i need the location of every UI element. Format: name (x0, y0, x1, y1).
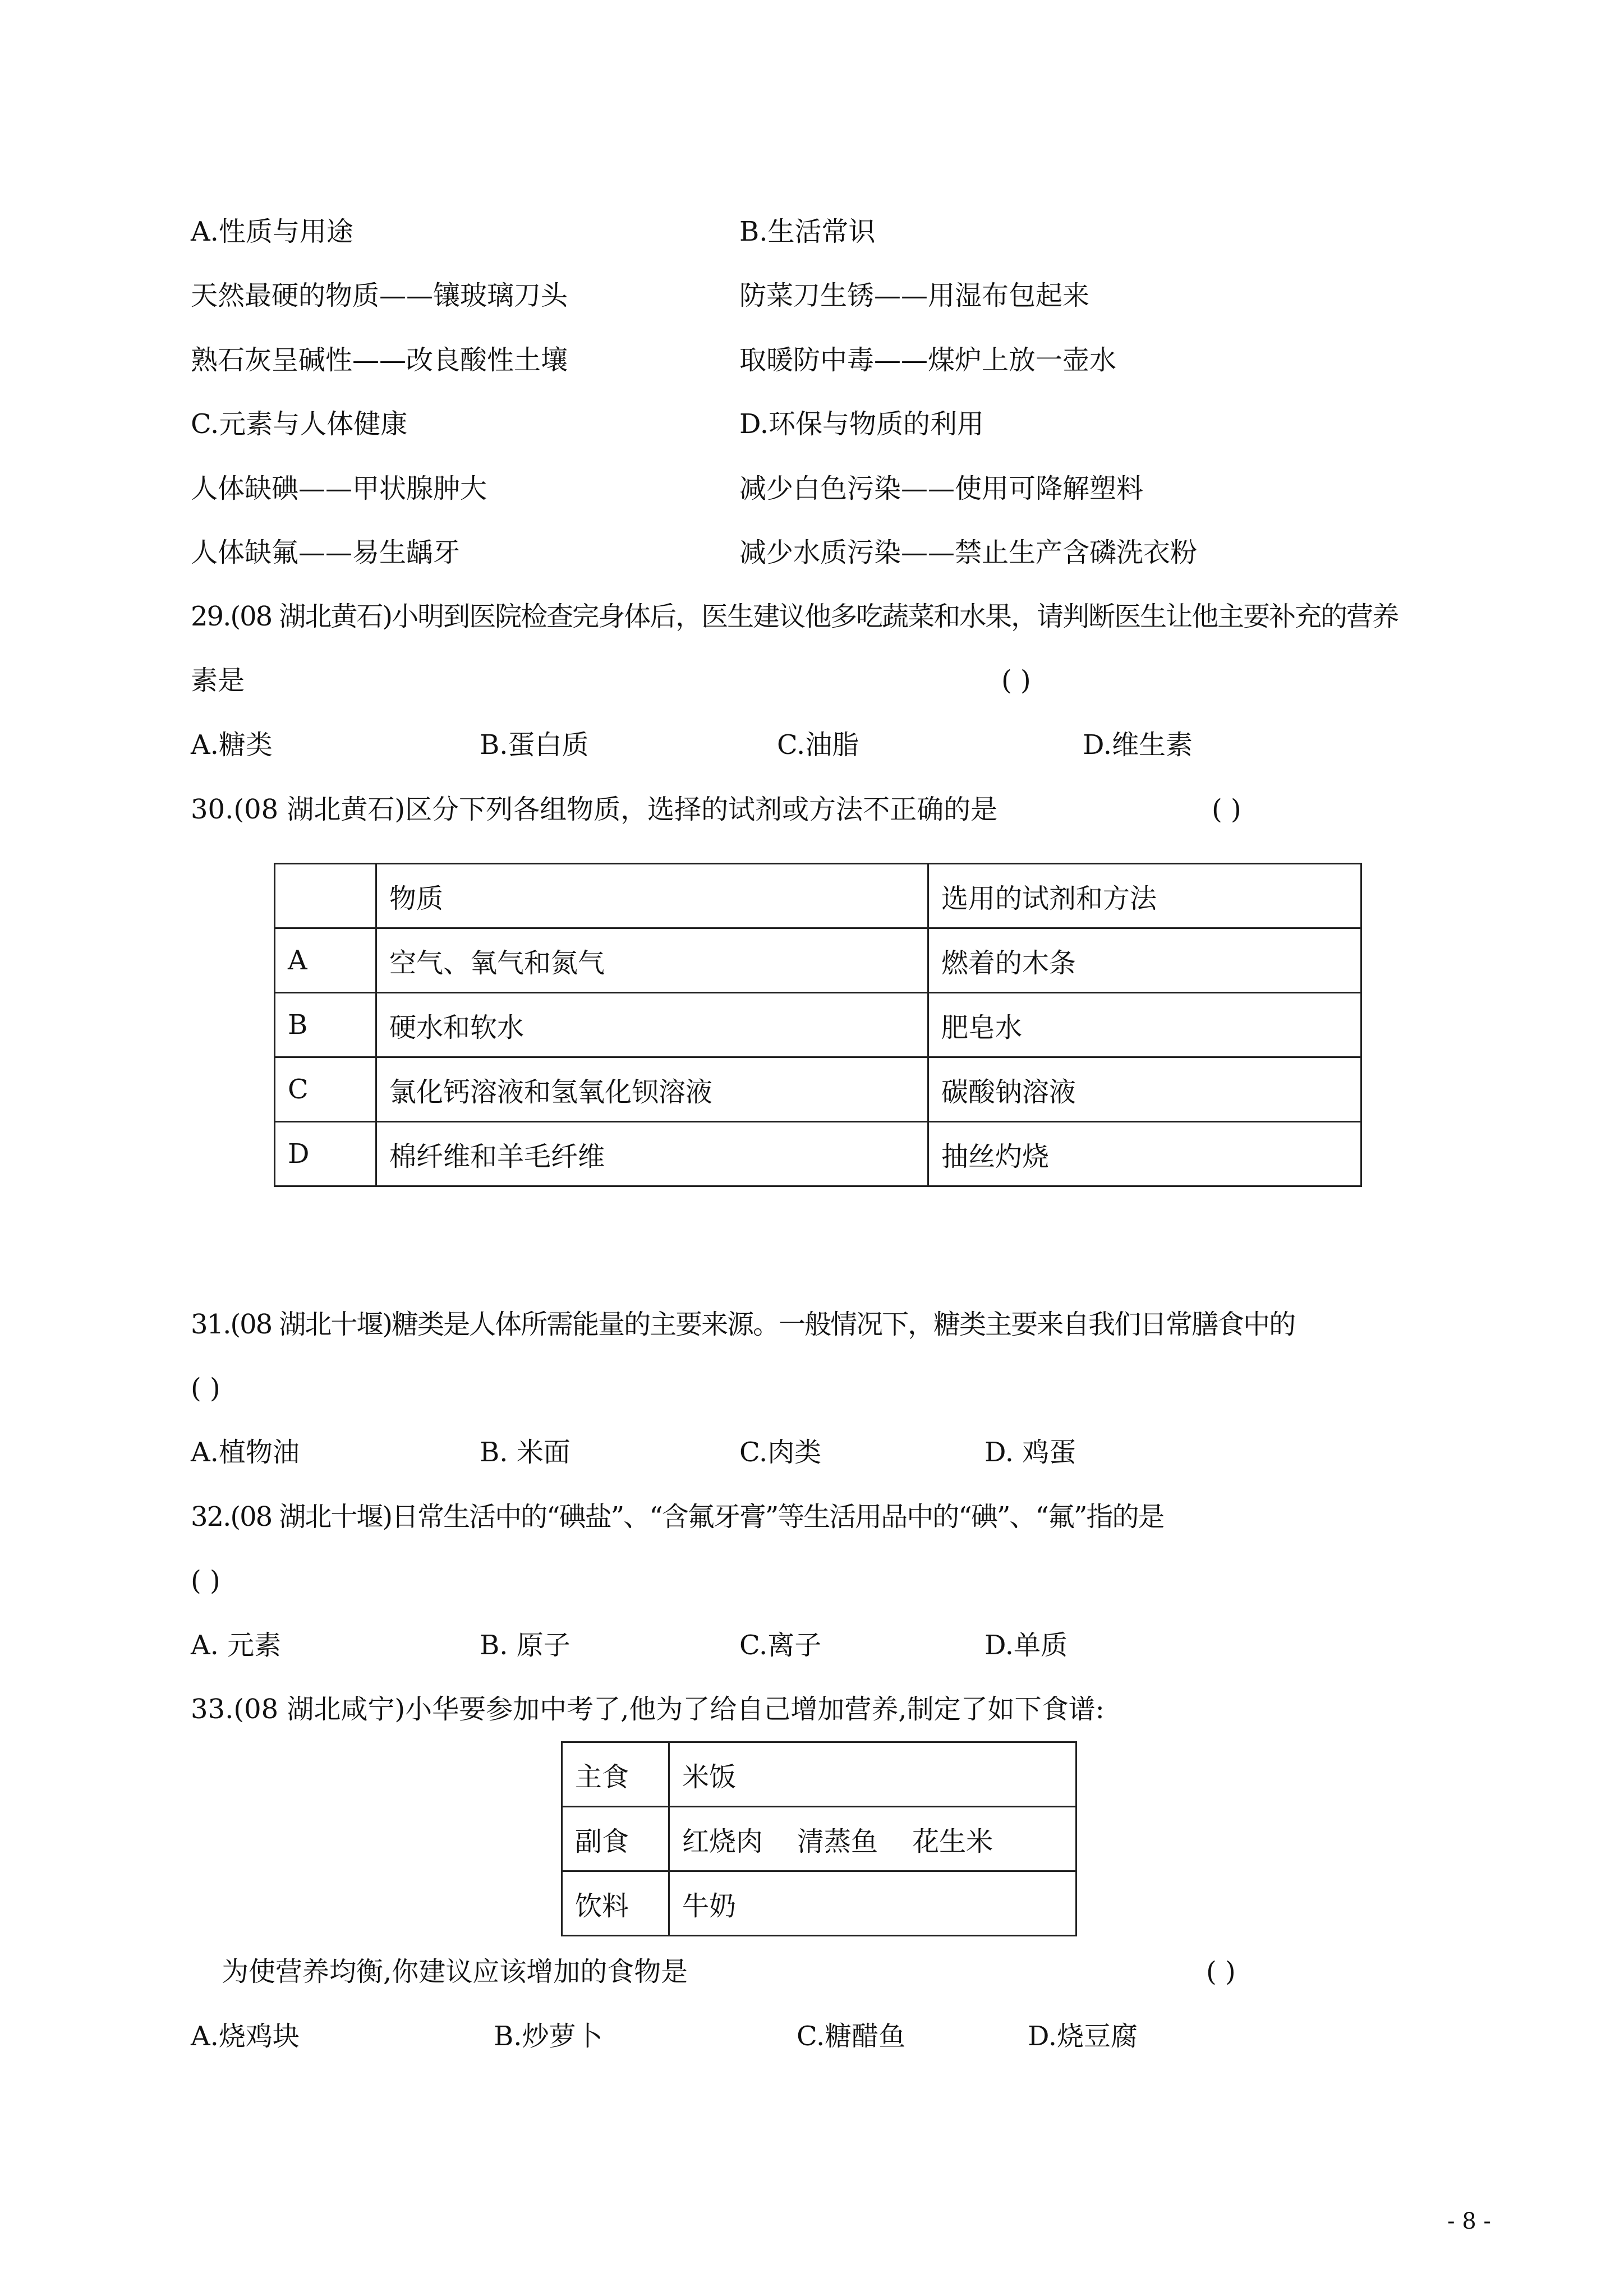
q28-c-line-2: 人体缺氟——易生龋牙 (191, 537, 461, 568)
table-cell: 肥皂水 (928, 993, 1361, 1057)
table-cell: 红烧肉 清蒸鱼 花生米 (669, 1807, 1076, 1871)
table-cell: C (275, 1057, 376, 1122)
q32-answer-paren: ( ) (191, 1565, 220, 1596)
q33-menu-table (561, 1741, 1077, 1936)
q28-option-a-heading: A.性质与用途 (191, 216, 353, 247)
q31-option-b: B. 米面 (480, 1437, 571, 1468)
q30-question: 30.(08 湖北黄石)区分下列各组物质，选择的试剂或方法不正确的是 (191, 794, 998, 825)
page-number: - 8 - (1447, 2208, 1491, 2234)
table-row (562, 1807, 1076, 1871)
table-header-cell: 选用的试剂和方法 (928, 864, 1361, 928)
q29-option-b: B.蛋白质 (480, 729, 589, 761)
q33-question: 33.(08 湖北咸宁)小华要参加中考了,他为了给自己增加营养,制定了如下食谱: (191, 1694, 1105, 1725)
q33-sub-question: 为使营养均衡,你建议应该增加的食物是 (222, 1956, 688, 1987)
table-row (562, 1871, 1076, 1936)
table-cell: A (275, 928, 376, 993)
q33-answer-paren: ( ) (1206, 1956, 1236, 1987)
table-cell: 牛奶 (669, 1871, 1076, 1936)
table-cell: 空气、氧气和氮气 (376, 928, 928, 993)
q28-b-line-2: 取暖防中毒——煤炉上放一壶水 (739, 344, 1117, 376)
q30-answer-paren: ( ) (1212, 794, 1241, 825)
table-row (275, 1122, 1361, 1186)
table-row (275, 993, 1361, 1057)
table-row (275, 864, 1361, 928)
table-cell: B (275, 993, 376, 1057)
q28-d-line-2: 减少水质污染——禁止生产含磷洗衣粉 (739, 537, 1198, 568)
q31-option-a: A.植物油 (191, 1437, 300, 1468)
q32-option-c: C.离子 (739, 1630, 822, 1661)
q33-option-a: A.烧鸡块 (191, 2021, 300, 2052)
table-cell: 棉纤维和羊毛纤维 (376, 1122, 928, 1186)
table-header-cell: 物质 (376, 864, 928, 928)
q28-c-line-1: 人体缺碘——甲状腺肿大 (191, 473, 487, 504)
table-cell: 饮料 (562, 1871, 669, 1936)
q31-option-c: C.肉类 (739, 1437, 822, 1468)
q29-option-a: A.糖类 (191, 729, 273, 761)
q28-a-line-1: 天然最硬的物质——镶玻璃刀头 (191, 280, 568, 311)
table-cell: 氯化钙溶液和氢氧化钡溶液 (376, 1057, 928, 1122)
q28-d-line-1: 减少白色污染——使用可降解塑料 (739, 473, 1144, 504)
q33-option-d: D.烧豆腐 (1028, 2021, 1138, 2052)
q31-question-line-1: 31.(08 湖北十堰)糖类是人体所需能量的主要来源。一般情况下，糖类主要来自我们日常膳食中的 (191, 1309, 1295, 1340)
q28-a-line-2: 熟石灰呈碱性——改良酸性土壤 (191, 344, 568, 376)
table-cell: 燃着的木条 (928, 928, 1361, 993)
q32-option-d: D.单质 (984, 1630, 1068, 1661)
table-header-cell (275, 864, 376, 928)
q31-answer-paren: ( ) (191, 1373, 220, 1404)
q28-option-b-heading: B.生活常识 (739, 216, 876, 247)
q29-option-c: C.油脂 (777, 729, 859, 761)
table-row (275, 928, 1361, 993)
table-cell: 碳酸钠溶液 (928, 1057, 1361, 1122)
table-row (275, 1057, 1361, 1122)
q30-table (274, 863, 1362, 1187)
q29-option-d: D.维生素 (1083, 729, 1193, 761)
q29-answer-paren: ( ) (1001, 665, 1031, 696)
table-cell: 抽丝灼烧 (928, 1122, 1361, 1186)
q31-option-d: D. 鸡蛋 (984, 1437, 1076, 1468)
q28-b-line-1: 防菜刀生锈——用湿布包起来 (739, 280, 1090, 311)
q32-option-a: A. 元素 (191, 1630, 282, 1661)
table-row (562, 1742, 1076, 1807)
q29-question-line-1: 29.(08 湖北黄石)小明到医院检查完身体后，医生建议他多吃蔬菜和水果，请判断医生让他主要补充的营养 (191, 601, 1398, 632)
table-cell: 主食 (562, 1742, 669, 1807)
table-cell: 米饭 (669, 1742, 1076, 1807)
q28-option-c-heading: C.元素与人体健康 (191, 408, 408, 440)
table-cell: D (275, 1122, 376, 1186)
q29-question-line-2: 素是 (191, 665, 245, 696)
table-cell: 副食 (562, 1807, 669, 1871)
q33-option-c: C.糖醋鱼 (797, 2021, 906, 2052)
q32-question-line-1: 32.(08 湖北十堰)日常生活中的“碘盐”、“含氟牙膏”等生活用品中的“碘”、“氟”指的是 (191, 1501, 1164, 1533)
q28-option-d-heading: D.环保与物质的利用 (739, 408, 984, 440)
q32-option-b: B. 原子 (480, 1630, 571, 1661)
table-cell: 硬水和软水 (376, 993, 928, 1057)
q33-option-b: B.炒萝卜 (494, 2021, 603, 2052)
